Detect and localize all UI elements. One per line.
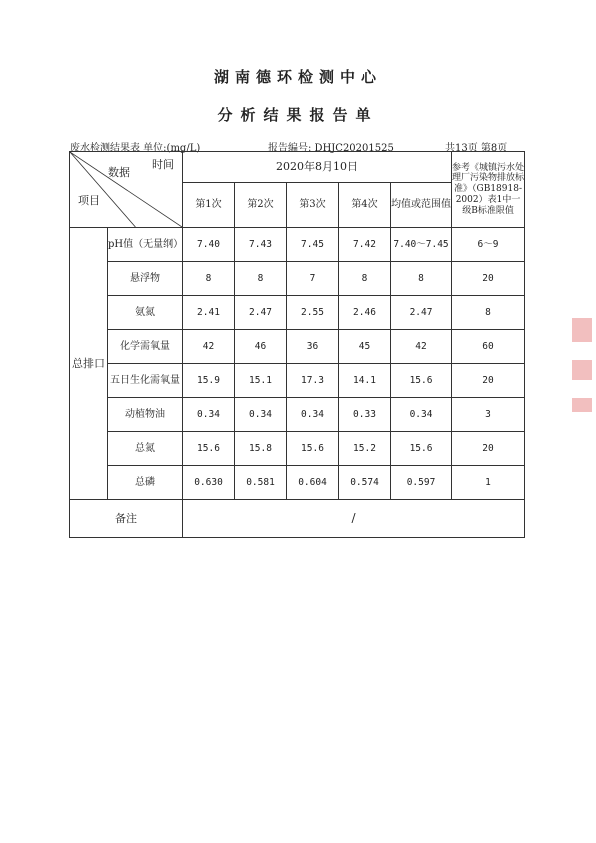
column-header: 均值或范围值 [391,183,452,228]
value-cell: 0.33 [339,398,391,432]
value-cell: 15.1 [235,364,287,398]
column-header: 第3次 [287,183,339,228]
value-cell: 2.46 [339,296,391,330]
value-cell: 7 [287,262,339,296]
limit-cell: 20 [452,262,525,296]
limit-cell: 20 [452,432,525,466]
value-cell: 17.3 [287,364,339,398]
remark-label: 备注 [70,500,183,538]
table-caption: 废水检测结果表 单位:(mg/L) [70,143,201,154]
value-cell: 0.581 [235,466,287,500]
parameter-name: 化学需氧量 [108,330,183,364]
limit-cell: 8 [452,296,525,330]
sampling-location: 总排口 [70,228,108,500]
limit-cell: 6～9 [452,228,525,262]
mean-cell: 0.597 [391,466,452,500]
parameter-name: 五日生化需氧量 [108,364,183,398]
mean-cell: 8 [391,262,452,296]
value-cell: 7.45 [287,228,339,262]
value-cell: 7.43 [235,228,287,262]
parameter-name: 总氮 [108,432,183,466]
value-cell: 7.42 [339,228,391,262]
value-cell: 0.630 [183,466,235,500]
remark-value: / [183,500,525,538]
parameter-name: 动植物油 [108,398,183,432]
value-cell: 0.574 [339,466,391,500]
value-cell: 8 [183,262,235,296]
column-header: 第2次 [235,183,287,228]
value-cell: 2.47 [235,296,287,330]
column-header: 第1次 [183,183,235,228]
limit-cell: 1 [452,466,525,500]
parameter-name: 总磷 [108,466,183,500]
mean-cell: 2.47 [391,296,452,330]
results-table [69,151,525,538]
seal-fragment [572,398,592,412]
mean-cell: 7.40～7.45 [391,228,452,262]
value-cell: 8 [235,262,287,296]
value-cell: 0.34 [287,398,339,432]
page-count: 共13页 第8页 [445,143,508,154]
seal-fragment [572,318,592,342]
mean-cell: 15.6 [391,432,452,466]
organization-name: 湖南德环检测中心 [213,68,382,86]
value-cell: 0.34 [183,398,235,432]
parameter-name: pH值（无量纲） [108,228,183,262]
report-number: 报告编号: DHJC20201525 [268,143,394,154]
document-title: 分析结果报告单 [217,106,379,124]
corner-time-label: 时间 [152,158,174,171]
parameter-name: 悬浮物 [108,262,183,296]
parameter-name: 氨氮 [108,296,183,330]
limit-cell: 3 [452,398,525,432]
mean-cell: 0.34 [391,398,452,432]
mean-cell: 42 [391,330,452,364]
corner-data-label: 数据 [108,166,130,179]
value-cell: 15.8 [235,432,287,466]
value-cell: 0.34 [235,398,287,432]
value-cell: 15.6 [287,432,339,466]
value-cell: 7.40 [183,228,235,262]
corner-header [70,152,183,228]
limit-cell: 20 [452,364,525,398]
value-cell: 2.41 [183,296,235,330]
corner-item-label: 项目 [78,194,100,207]
value-cell: 15.9 [183,364,235,398]
value-cell: 42 [183,330,235,364]
value-cell: 15.2 [339,432,391,466]
reference-standard: 参考《城镇污水处理厂污染物排放标准》（GB18918-2002）表1中一级B标准限值 [452,152,525,228]
value-cell: 14.1 [339,364,391,398]
sampling-date: 2020年8月10日 [183,152,452,183]
mean-cell: 15.6 [391,364,452,398]
value-cell: 8 [339,262,391,296]
value-cell: 2.55 [287,296,339,330]
limit-cell: 60 [452,330,525,364]
value-cell: 46 [235,330,287,364]
value-cell: 15.6 [183,432,235,466]
value-cell: 0.604 [287,466,339,500]
column-header: 第4次 [339,183,391,228]
seal-fragment [572,360,592,380]
value-cell: 36 [287,330,339,364]
value-cell: 45 [339,330,391,364]
